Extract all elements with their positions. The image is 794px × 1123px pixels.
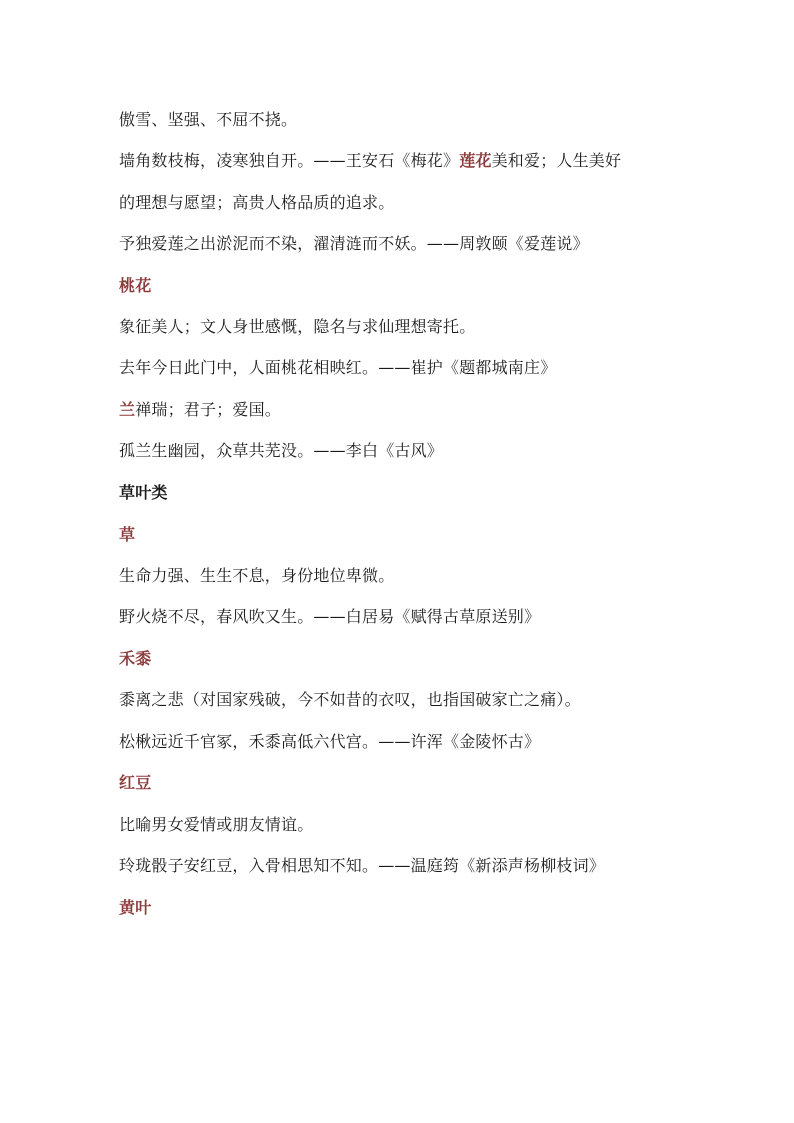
line-text: 松楸远近千官冢，禾黍高低六代宫。——许浑《金陵怀古》 <box>119 732 541 751</box>
highlight-term-millet: 禾黍 <box>119 649 152 668</box>
line-text-after: 禅瑞；君子；爱国。 <box>135 400 282 419</box>
text-line <box>119 192 394 214</box>
text-line <box>119 565 394 587</box>
section-heading <box>119 772 151 794</box>
text-line <box>119 731 540 753</box>
highlight-term-orchid: 兰 <box>119 400 136 419</box>
line-text: 黍离之悲（对国家残破，今不如昔的衣叹，也指国破家亡之痛）。 <box>119 690 581 709</box>
text-line <box>119 814 313 836</box>
text-line <box>119 150 621 172</box>
line-text: 野火烧不尽，春风吹又生。——白居易《赋得古草原送别》 <box>119 607 541 626</box>
highlight-term-yellow-leaf: 黄叶 <box>119 898 152 917</box>
highlight-term-grass: 草 <box>119 525 136 544</box>
line-text: 墙角数枝梅，凌寒独自开。——王安石《梅花》 <box>119 151 460 170</box>
line-text: 的理想与愿望；高贵人格品质的追求。 <box>119 193 395 212</box>
category-heading-text: 草叶类 <box>119 483 168 502</box>
text-line <box>119 606 540 628</box>
section-heading <box>119 648 151 670</box>
line-text: 象征美人；文人身世感慨，隐名与求仙理想寄托。 <box>119 317 476 336</box>
line-text: 予独爱莲之出淤泥而不染，濯清涟而不妖。——周敦颐《爱莲说》 <box>119 234 589 253</box>
line-text: 孤兰生幽园，众草共芜没。——李白《古风》 <box>119 441 444 460</box>
line-text: 去年今日此门中，人面桃花相映红。——崔护《题都城南庄》 <box>119 358 557 377</box>
highlight-term-peach-blossom: 桃花 <box>119 276 152 295</box>
line-text-after: 美和爱；人生美好 <box>491 151 622 170</box>
section-heading <box>119 524 135 546</box>
text-line <box>119 399 281 421</box>
text-line <box>119 689 581 711</box>
text-line <box>119 440 443 462</box>
section-heading <box>119 897 151 919</box>
line-text: 玲珑骰子安红豆，入骨相思知不知。——温庭筠《新添声杨柳枝词》 <box>119 856 606 875</box>
line-text: 生命力强、生生不息，身份地位卑微。 <box>119 566 395 585</box>
category-heading <box>119 482 168 504</box>
line-text: 傲雪、坚强、不屈不挠。 <box>119 110 298 129</box>
text-line <box>119 233 589 255</box>
text-line <box>119 855 605 877</box>
line-text: 比喻男女爱情或朋友情谊。 <box>119 815 314 834</box>
text-line <box>119 109 297 131</box>
text-line <box>119 357 556 379</box>
section-heading <box>119 275 151 297</box>
highlight-term-red-bean: 红豆 <box>119 773 152 792</box>
highlight-term-lotus: 莲花 <box>459 151 492 170</box>
text-line <box>119 316 475 338</box>
